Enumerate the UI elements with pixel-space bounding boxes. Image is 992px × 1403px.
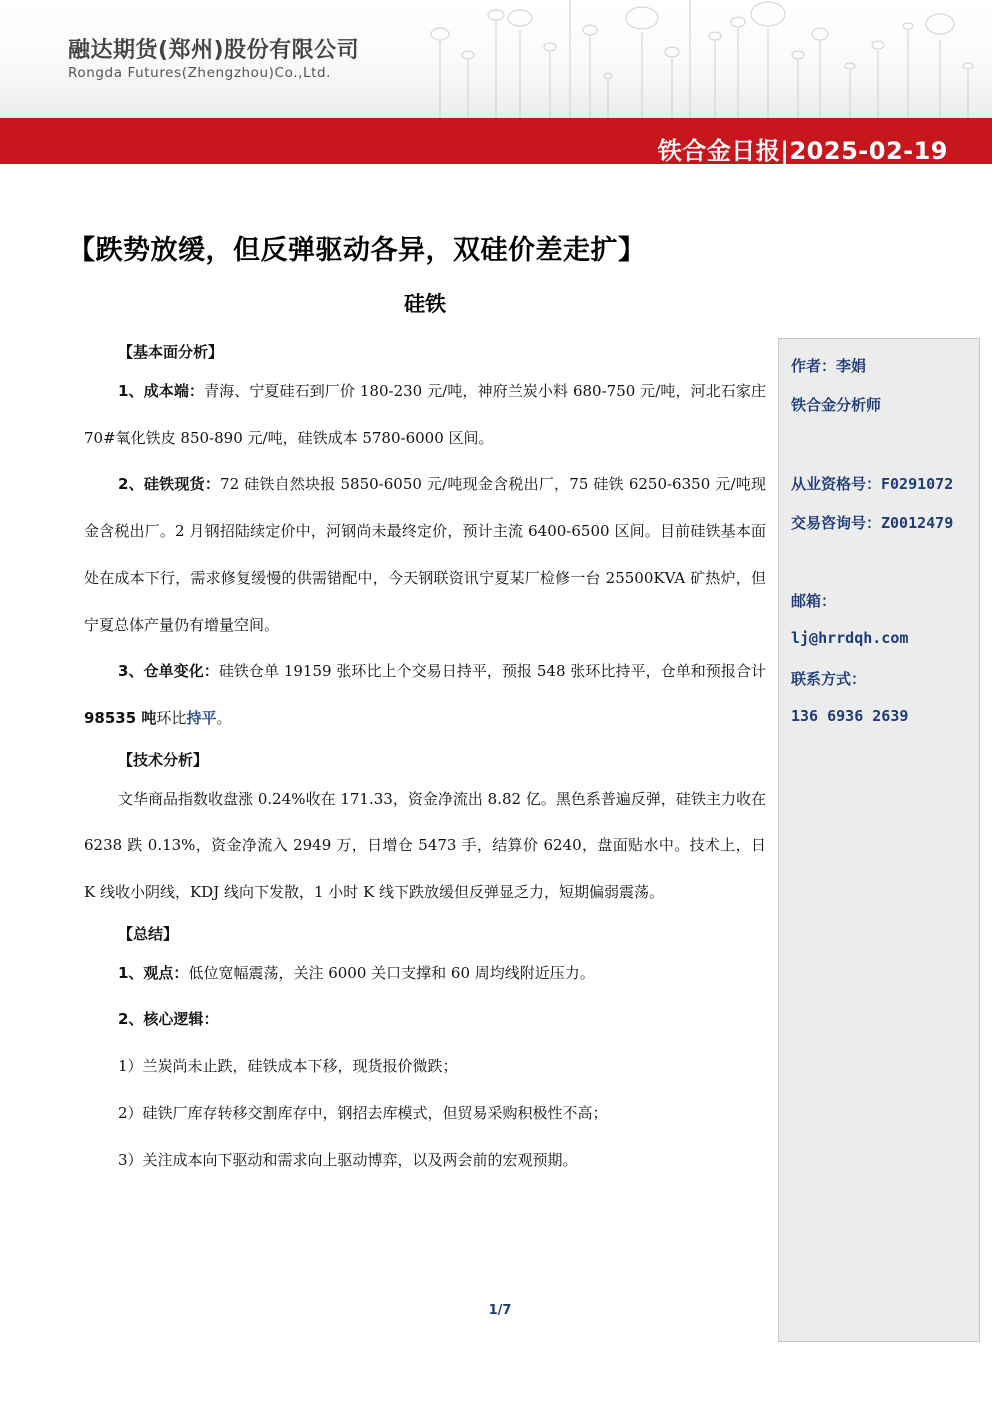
phone-number: 136 6936 2639 — [791, 707, 909, 725]
author-name: 作者：李娟 — [791, 357, 867, 375]
text-warehouse-b: 环比 — [156, 708, 187, 727]
email-label: 邮箱： — [791, 592, 837, 610]
text-warehouse-a: 硅铁仓单 19159 张环比上个交易日持平，预报 548 张环比持平，仓单和预报合计 — [218, 662, 766, 681]
report-subtitle: 硅铁 — [404, 292, 446, 316]
author-role: 铁合金分析师 — [791, 396, 882, 414]
paragraph-cost — [84, 368, 766, 461]
email-address[interactable]: lj@hrrdqh.com — [791, 629, 909, 647]
logic-item: 3）关注成本向下驱动和需求向上驱动博弈，以及两会前的宏观预期。 — [118, 1150, 578, 1169]
text-spot: 72 硅铁自然块报 5850-6050 元/吨现金含税出厂，75 硅铁 6250-6350 元/吨现金含税出厂。2 月钢招陆续定价中，河钢尚未最终定价，预计主流 6400-6500 区间。目前硅铁基本面处在成本下行，需求修复缓慢的供需错配中，今天钢联资讯宁夏某厂检修一台 25500KVA 矿热炉，但宁夏总体产量仍有增量空间。 — [84, 475, 766, 634]
logic-item: 1）兰炭尚未止跌，硅铁成本下移，现货报价微跌； — [118, 1057, 458, 1076]
paragraph-spot — [84, 461, 766, 648]
report-type-date: 铁合金日报|2025-02-19 — [657, 137, 948, 165]
license-number: 从业资格号：F0291072 — [791, 475, 954, 493]
paragraph-warehouse — [84, 648, 766, 741]
report-body — [84, 336, 766, 1183]
text-view: 低位宽幅震荡，关注 6000 关口支撑和 60 周均线附近压力。 — [188, 963, 595, 982]
warehouse-total: 98535 吨 — [84, 708, 157, 727]
section-heading-technical: 【技术分析】 — [118, 750, 209, 769]
page-header — [0, 0, 992, 118]
label-spot: 2、硅铁现货： — [118, 475, 221, 494]
summary-view — [118, 950, 766, 997]
page-number: 1/7 — [488, 1303, 512, 1318]
warehouse-change-highlight: 持平 — [186, 708, 217, 727]
label-view: 1、观点： — [118, 963, 189, 982]
logic-item: 2）硅铁厂库存转移交割库存中，钢招去库模式，但贸易采购积极性不高； — [118, 1103, 608, 1122]
label-cost: 1、成本端： — [118, 382, 205, 400]
company-name-en: Rongda Futures(Zhengzhou)Co.,Ltd. — [68, 65, 332, 81]
label-warehouse: 3、仓单变化： — [118, 662, 219, 681]
paragraph-technical: 文华商品指数收盘涨 0.24%收在 171.33，资金净流出 8.82 亿。黑色系普遍反弹，硅铁主力收在 6238 跌 0.13%，资金净流入 2949 万，日增仓 5473 手，结算价 6240，盘面贴水中。技术上，日 K 线收小阴线，KDJ 线向下发散，1 小时 K 线下跌放缓但反弹显乏力，短期偏弱震荡。 — [84, 789, 766, 902]
section-heading-fundamentals: 【基本面分析】 — [118, 343, 224, 361]
report-title: 【跌势放缓，但反弹驱动各异，双硅价差走扩】 — [68, 235, 646, 266]
decorative-circles-graphic — [420, 0, 992, 118]
text-warehouse-end: 。 — [216, 708, 232, 727]
label-logic: 2、核心逻辑： — [118, 1010, 219, 1029]
text-cost: 青海、宁夏硅石到厂价 180-230 元/吨，神府兰炭小料 680-750 元/吨，河北石家庄 70#氧化铁皮 850-890 元/吨，硅铁成本 5780-6000 区间。 — [84, 382, 766, 447]
summary-logic — [118, 996, 766, 1043]
company-name-cn: 融达期货(郑州)股份有限公司 — [68, 38, 360, 63]
contact-label: 联系方式： — [791, 670, 867, 688]
author-sidebar — [778, 338, 980, 1342]
consult-number: 交易咨询号：Z0012479 — [791, 514, 954, 532]
section-heading-summary: 【总结】 — [118, 924, 179, 943]
